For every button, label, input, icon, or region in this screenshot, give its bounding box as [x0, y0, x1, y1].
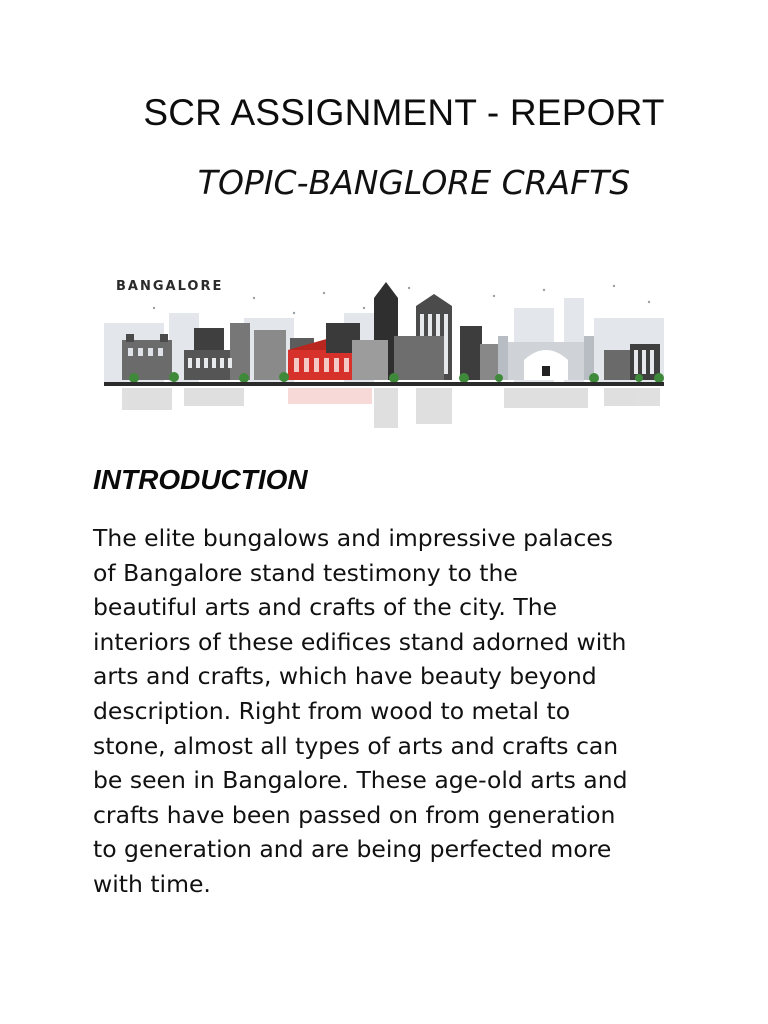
bangalore-skyline-image [94, 268, 674, 448]
paragraph-line: to generation and are being perfected more [93, 835, 612, 864]
paragraph-line: crafts have been passed on from generation [93, 800, 616, 829]
introduction-heading: INTRODUCTION [93, 464, 308, 495]
paragraph-line: interiors of these edifices stand adorned with [93, 627, 627, 656]
introduction-paragraph [93, 521, 683, 902]
paragraph-line: with time. [93, 869, 211, 898]
paragraph-line: stone, almost all types of arts and crafts can [93, 731, 619, 760]
page-subtitle: TOPIC-BANGLORE CRAFTS [197, 163, 631, 202]
paragraph-line: description. Right from wood to metal to [93, 696, 571, 725]
paragraph-line: The elite bungalows and impressive palaces [93, 524, 614, 552]
skyline-caption: BANGALORE [116, 279, 224, 294]
paragraph-line: arts and crafts, which have beauty beyond [93, 662, 597, 691]
paragraph-line: of Bangalore stand testimony to the [93, 558, 518, 587]
paragraph-line: beautiful arts and crafts of the city. The [93, 593, 558, 622]
page-title: SCR ASSIGNMENT - REPORT [143, 92, 665, 133]
paragraph-line: be seen in Bangalore. These age-old arts and [93, 766, 628, 795]
